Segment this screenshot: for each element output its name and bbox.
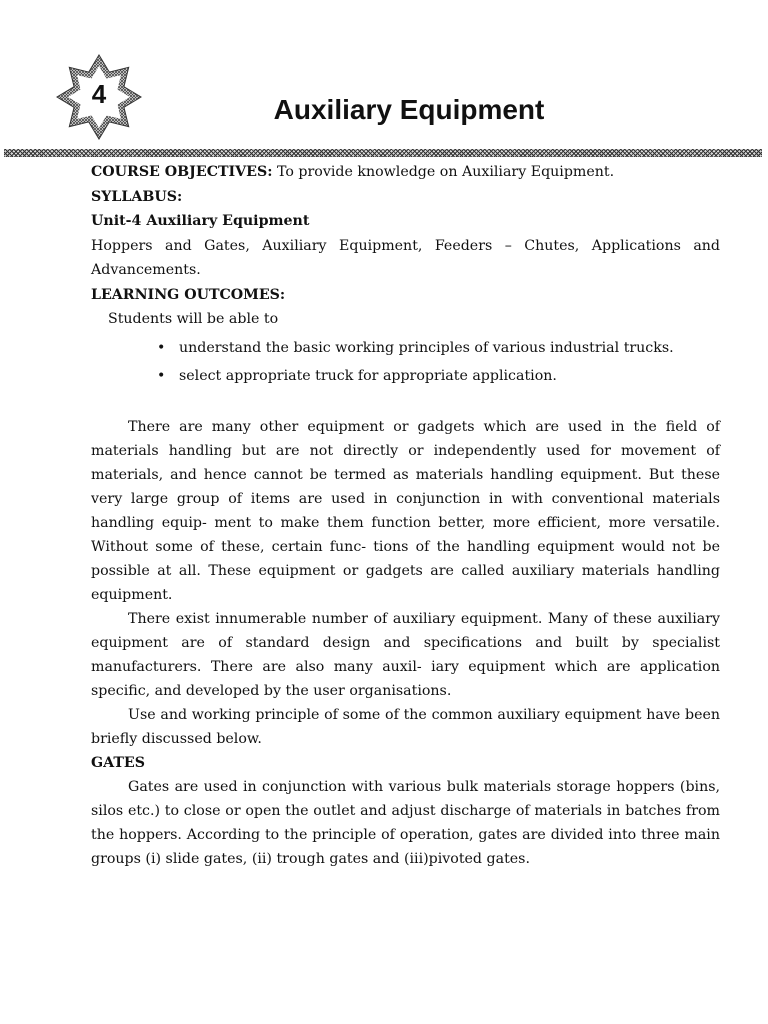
learning-outcomes-intro: Students will be able to (108, 311, 279, 327)
spacer (91, 393, 720, 415)
unit-title: Unit-4 Auxiliary Equipment (91, 213, 310, 229)
page-content (91, 160, 720, 871)
syllabus-label: SYLLABUS: (91, 188, 183, 205)
bullet-icon: • (157, 368, 166, 384)
section-divider (4, 149, 762, 157)
bullet-icon: • (157, 339, 166, 356)
body-paragraph: Use and working principle of some of the common auxiliary equipment have been briefly discussed below. (91, 706, 720, 747)
chapter-number: 4 (91, 79, 107, 109)
list-item (91, 364, 720, 389)
outcome-text: understand the basic working principles of various industrial trucks. (179, 339, 674, 356)
syllabus-topics: Hoppers and Gates, Auxiliary Equipment, Feeders – Chutes, Applications and Advancements. (91, 237, 720, 278)
body-paragraph: There exist innumerable number of auxiliary equipment. Many of these auxiliary equipment are of standard design and specifications and built by specialist manufacturers. There are also many auxil- iary equipment which are application specific, and developed by the user organisations. (91, 610, 720, 699)
chapter-title: Auxiliary Equipment (273, 94, 545, 125)
course-objectives-label: COURSE OBJECTIVES: (91, 164, 273, 180)
course-objectives (91, 160, 720, 185)
gates-paragraph: Gates are used in conjunction with various bulk materials storage hoppers (bins, silos etc.) to close or open the outlet and adjust discharge of materials in batches from the hoppers. According to the principle of operation, gates are divided into three main groups (i) slide gates, (ii) trough gates and (iii)pivoted gates. (91, 779, 720, 867)
list-item (91, 336, 720, 361)
outcome-text: select appropriate truck for appropriate application. (179, 368, 557, 384)
gates-heading: GATES (91, 754, 145, 771)
course-objectives-text: To provide knowledge on Auxiliary Equipment. (277, 164, 615, 180)
learning-outcomes-label: LEARNING OUTCOMES: (91, 286, 286, 303)
chapter-badge (56, 54, 142, 140)
learning-outcomes-list (91, 336, 720, 389)
body-paragraph: There are many other equipment or gadgets which are used in the field of materials handling but are not directly or independently used for movement of materials, and hence cannot be termed as materials handling equipment. But these very large group of items are used in conjunction in with conventional materials handling equip- ment to make them function better, more efficient, more versatile. Without some of these, certain func- tions of the handling equipment would not be possible at all. These equipment or gadgets are called auxiliary materials handling equipment. (91, 418, 720, 603)
